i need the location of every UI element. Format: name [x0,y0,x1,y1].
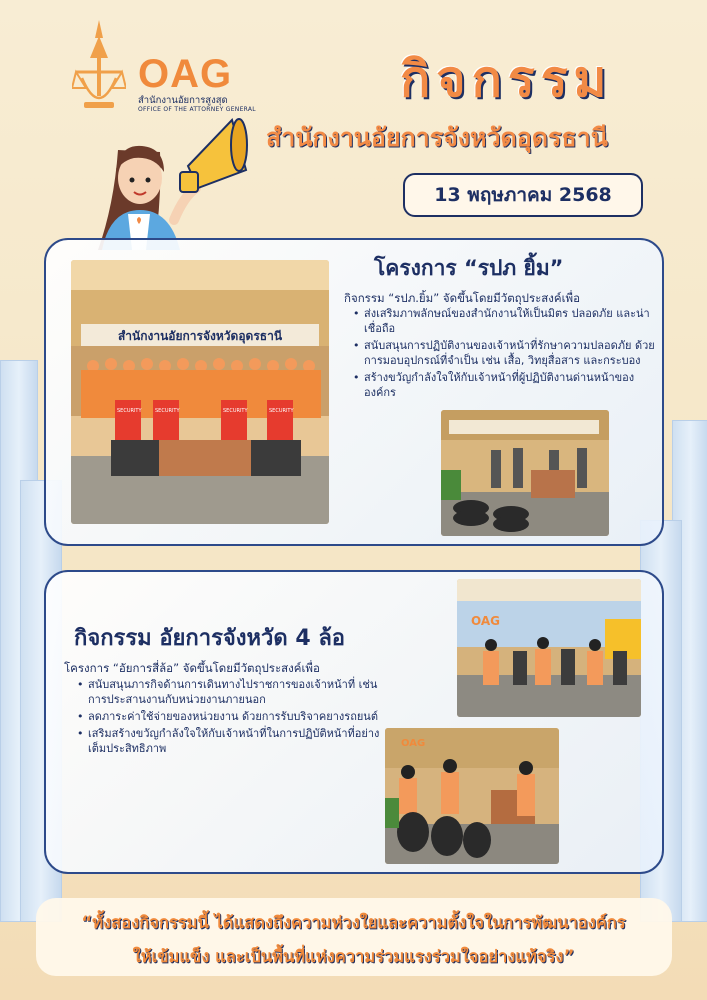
photo-brand: OAG [401,738,426,749]
page-subtitle: สำนักงานอัยการจังหวัดอุดรธานี [266,123,608,152]
section2-heading: กิจกรรม อัยการจังหวัด 4 ล้อ [74,626,346,651]
closing-quote-line-2: ให้เข้มแข็ง และเป็นพื้นที่แห่งความร่วมแรงร่วมใจอย่างแท้จริง” [132,947,575,966]
vest-label: SECURITY [117,408,142,414]
section1-objectives-list [350,306,664,402]
list-item: • สร้างขวัญกำลังใจให้กับเจ้าหน้าที่ผู้ปฏิบัติงานด่านหน้าขององค์กร [364,370,664,400]
section1-heading: โครงการ “รปภ ยิ้ม” [374,256,564,280]
group-photo-security [71,260,329,524]
vest-label: SECURITY [223,408,248,414]
logo-brand: OAG [138,52,233,96]
section1-intro: กิจกรรม “รปภ.ยิ้ม” จัดขึ้นโดยมีวัตถุประสงค์เพื่อ [344,291,581,305]
tire-donation-photo-2 [457,579,641,717]
mascot-woman-megaphone-icon [84,110,256,250]
photo-brand: OAG [471,614,501,628]
logo-name-thai: สำนักงานอัยการสูงสุด [138,95,228,106]
list-item: • ส่งเสริมภาพลักษณ์ของสำนักงานให้เป็นมิตร ปลอดภัย และน่าเชื่อถือ [364,306,664,336]
logo-name-english: OFFICE OF THE ATTORNEY GENERAL [138,106,256,113]
section2-intro: โครงการ “อัยการสี่ล้อ” จัดขึ้นโดยมีวัตถุประสงค์เพื่อ [64,661,320,675]
closing-quote-line-1: “ทั้งสองกิจกรรมนี้ ได้แสดงถึงความห่วงใยและความตั้งใจในการพัฒนาองค์กร [81,913,626,932]
list-item: • สนับสนุนภารกิจด้านการเดินทางไปราชการของเจ้าหน้าที่ เช่น การประสานงานกับหน่วยงานภายนอก [88,677,388,707]
list-item: • ลดภาระค่าใช้จ่ายของหน่วยงาน ด้วยการรับบริจาคยางรถยนต์ [88,709,388,724]
vest-label: SECURITY [269,408,294,414]
date-text: 13 พฤษภาคม 2568 [434,184,612,206]
page-title: กิจกรรม [400,50,613,108]
photo-building-sign: สำนักงานอัยการจังหวัดอุดรธานี [117,329,283,343]
tire-donation-photo-1 [441,410,609,536]
list-item: • เสริมสร้างขวัญกำลังใจให้กับเจ้าหน้าที่ในการปฏิบัติหน้าที่อย่างเต็มประสิทธิภาพ [88,726,388,756]
section2-objectives-list [74,677,388,758]
list-item: • สนับสนุนการปฏิบัติงานของเจ้าหน้าที่รักษาความปลอดภัย ด้วยการมอบอุปกรณ์ที่จำเป็น เช่น เสื้อ, วิทยุสื่อสาร และกระบอง [364,338,664,368]
oag-emblem-icon [72,18,126,116]
vest-label: SECURITY [155,408,180,414]
tire-donation-photo-3 [385,728,559,864]
date-badge [403,173,643,217]
